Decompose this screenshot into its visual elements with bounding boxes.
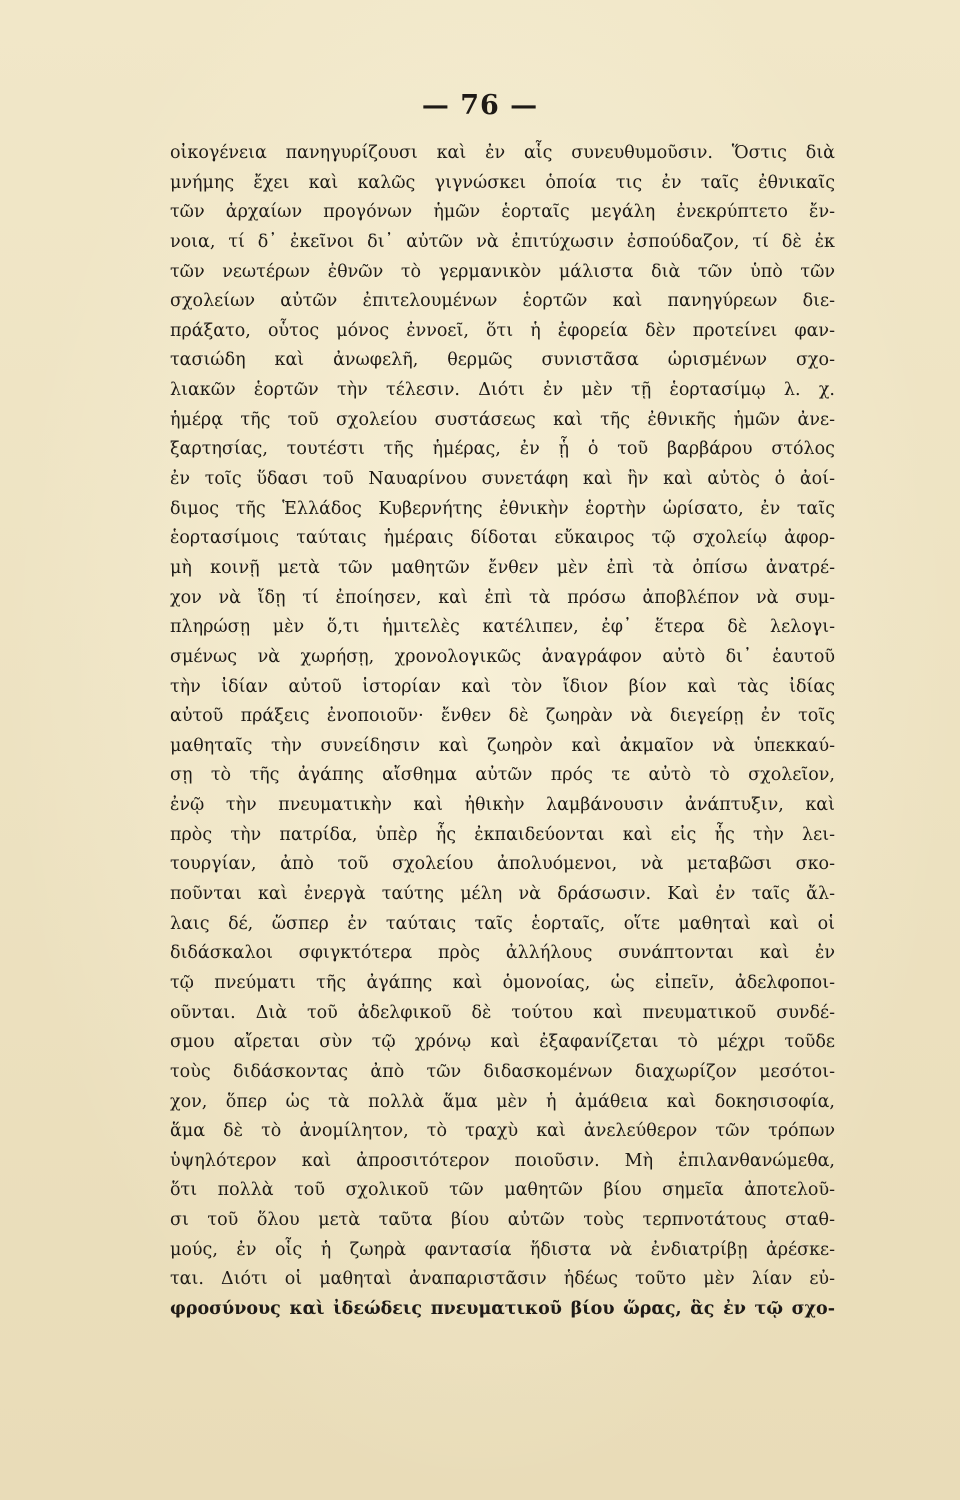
text-line: τῶν ἀρχαίων προγόνων ἡμῶν ἑορταῖς μεγάλη ἐνεκρύπτετο ἔν- [170, 202, 835, 223]
text-line: νοια, τί δ᾽ ἐκεῖνοι δι᾽ αὐτῶν νὰ ἐπιτύχωσιν ἐσπούδαζον, τί δὲ ἐκ [170, 231, 835, 252]
text-line: πρὸς τὴν πατρίδα, ὑπὲρ ἧς ἐκπαιδεύονται καὶ εἰς ἧς τὴν λει- [170, 824, 835, 845]
text-line: οἰκογένεια πανηγυρίζουσι καὶ ἐν αἷς συνευθυμοῦσιν. Ὅστις διὰ [170, 143, 835, 163]
text-line: πληρώσῃ μὲν ὅ,τι ἡμιτελὲς κατέλιπεν, ἐφ᾽ ἕτερα δὲ λελογι- [170, 617, 835, 638]
text-line: τασιώδη καὶ ἀνωφελῆ, θερμῶς συνιστᾶσα ὡρισμένων σχο- [170, 350, 835, 371]
text-line: ἑορτασίμοις ταύταις ἡμέραις δίδοται εὔκαιρος τῷ σχολείῳ ἀφορ- [170, 528, 835, 549]
text-line: σι τοῦ ὅλου μετὰ ταῦτα βίου αὐτῶν τοὺς τερπνοτάτους σταθ- [170, 1210, 835, 1231]
text-line: μαθηταῖς τὴν συνείδησιν καὶ ζωηρὸν καὶ ἀκμαῖον νὰ ὑπεκκαύ- [170, 735, 835, 756]
body-text [170, 139, 835, 1325]
text-line: σχολείων αὐτῶν ἐπιτελουμένων ἑορτῶν καὶ πανηγύρεων διε- [170, 291, 835, 312]
text-line: πράξατο, οὗτος μόνος ἐννοεῖ, ὅτι ἡ ἐφορεία δὲν προτείνει φαν- [170, 320, 835, 341]
text-line: τουργίαν, ἀπὸ τοῦ σχολείου ἀπολυόμενοι, νὰ μεταβῶσι σκο- [170, 854, 835, 875]
text-line: χον νὰ ἴδῃ τί ἐποίησεν, καὶ ἐπὶ τὰ πρόσω ἀποβλέπον νὰ συμ- [170, 587, 835, 608]
text-line: ται. Διότι οἱ μαθηταὶ ἀναπαριστᾶσιν ἡδέως τοῦτο μὲν λίαν εὐ- [170, 1269, 835, 1290]
text-line: τῷ πνεύματι τῆς ἀγάπης καὶ ὁμονοίας, ὡς εἰπεῖν, ἀδελφοποι- [170, 972, 835, 993]
text-line: λιακῶν ἑορτῶν τὴν τέλεσιν. Διότι ἐν μὲν τῇ ἑορτασίμῳ λ. χ. [170, 380, 835, 401]
text-line: αὐτοῦ πράξεις ἐνοποιοῦν· ἔνθεν δὲ ζωηρὰν νὰ διεγείρῃ ἐν τοῖς [170, 706, 835, 727]
text-line: μὴ κοινῇ μετὰ τῶν μαθητῶν ἔνθεν μὲν ἐπὶ τὰ ὀπίσω ἀνατρέ- [170, 557, 835, 578]
text-line: χον, ὅπερ ὡς τὰ πολλὰ ἅμα μὲν ἡ ἀμάθεια καὶ δοκησισοφία, [170, 1091, 835, 1112]
text-line: διδάσκαλοι σφιγκτότερα πρὸς ἀλλήλους συνάπτονται καὶ ἐν [170, 943, 835, 964]
text-line: μνήμης ἔχει καὶ καλῶς γιγνώσκει ὁποία τις ἐν ταῖς ἐθνικαῖς [170, 172, 835, 193]
text-line: τοὺς διδάσκοντας ἀπὸ τῶν διδασκομένων διαχωρίζον μεσότοι- [170, 1061, 835, 1082]
text-line: ἅμα δὲ τὸ ἀνομίλητον, τὸ τραχὺ καὶ ἀνελεύθερον τῶν τρόπων [170, 1121, 835, 1142]
text-line: ὅτι πολλὰ τοῦ σχολικοῦ τῶν μαθητῶν βίου σημεῖα ἀποτελοῦ- [170, 1180, 835, 1201]
text-line: ὑψηλότερον καὶ ἀπροσιτότερον ποιοῦσιν. Μὴ ἐπιλανθανώμεθα, [170, 1150, 835, 1171]
text-line: σμένως νὰ χωρήσῃ, χρονολογικῶς ἀναγράφον αὐτὸ δι᾽ ἑαυτοῦ [170, 646, 835, 667]
text-line: τὴν ἰδίαν αὐτοῦ ἱστορίαν καὶ τὸν ἴδιον βίον καὶ τὰς ἰδίας [170, 676, 835, 697]
text-line: τῶν νεωτέρων ἐθνῶν τὸ γερμανικὸν μάλιστα διὰ τῶν ὑπὸ τῶν [170, 261, 835, 282]
text-line: ξαρτησίας, τουτέστι τῆς ἡμέρας, ἐν ᾗ ὁ τοῦ βαρβάρου στόλος [170, 439, 835, 460]
text-line: ποῦνται καὶ ἐνεργὰ ταύτης μέλη νὰ δράσωσιν. Καὶ ἐν ταῖς ἄλ- [170, 884, 835, 905]
text-line: οῦνται. Διὰ τοῦ ἀδελφικοῦ δὲ τούτου καὶ πνευματικοῦ συνδέ- [170, 1002, 835, 1023]
text-line: σῃ τὸ τῆς ἀγάπης αἴσθημα αὐτῶν πρός τε αὐτὸ τὸ σχολεῖον, [170, 765, 835, 786]
text-line: ἐνῷ τὴν πνευματικὴν καὶ ἠθικὴν λαμβάνουσιν ἀνάπτυξιν, καὶ [170, 795, 835, 816]
text-line: ἡμέρᾳ τῆς τοῦ σχολείου συστάσεως καὶ τῆς ἐθνικῆς ἡμῶν ἀνε- [170, 409, 835, 430]
page-number: — 76 — [421, 90, 539, 121]
text-line: διμος τῆς Ἑλλάδος Κυβερνήτης ἐθνικὴν ἑορτὴν ὡρίσατο, ἐν ταῖς [170, 498, 835, 519]
text-line: φροσύνους καὶ ἰδεώδεις πνευματικοῦ βίου ὥρας, ἃς ἐν τῷ σχο- [170, 1298, 835, 1319]
text-line: σμου αἴρεται σὺν τῷ χρόνῳ καὶ ἐξαφανίζεται τὸ μέχρι τοῦδε [170, 1032, 835, 1053]
text-line: μούς, ἐν οἷς ἡ ζωηρὰ φαντασία ἥδιστα νὰ ἐνδιατρίβῃ ἀρέσκε- [170, 1239, 835, 1260]
text-line: ἐν τοῖς ὕδασι τοῦ Ναυαρίνου συνετάφη καὶ ἣν καὶ αὐτὸς ὁ ἀοί- [170, 469, 835, 490]
text-line: λαις δέ, ὥσπερ ἐν ταύταις ταῖς ἑορταῖς, οἵτε μαθηταὶ καὶ οἱ [170, 913, 835, 934]
